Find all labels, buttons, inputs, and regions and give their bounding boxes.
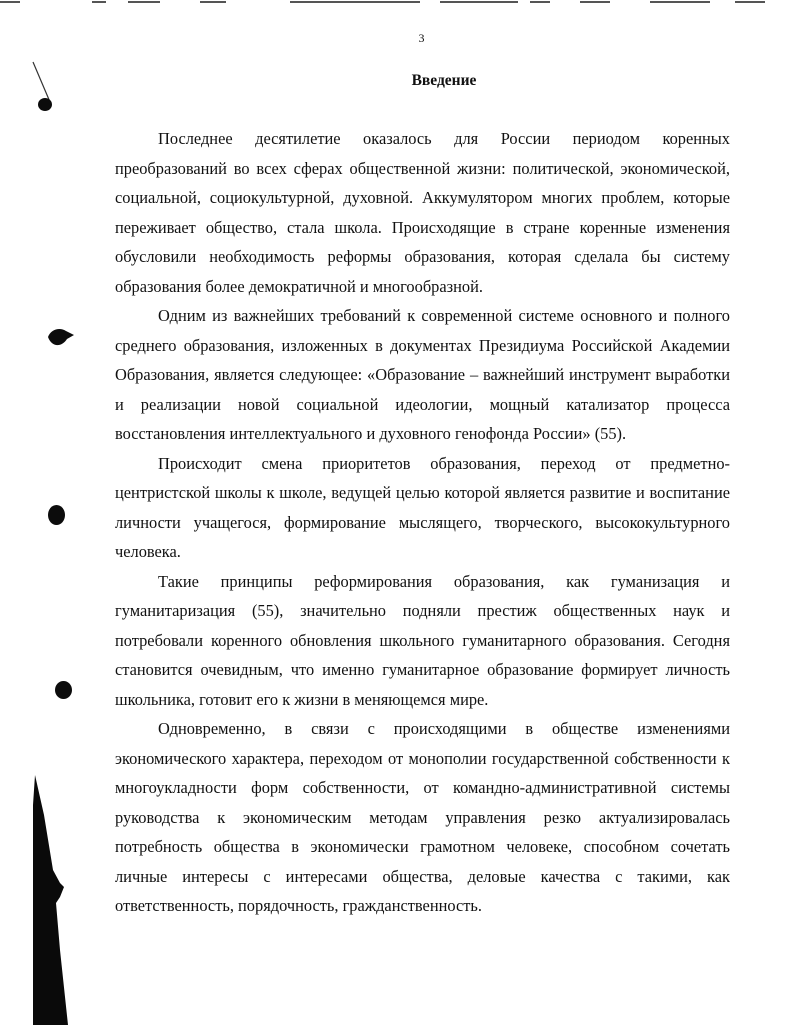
punch-hole-mark <box>38 98 52 111</box>
scan-edge-line <box>200 1 226 3</box>
page-number: 3 <box>418 31 425 45</box>
paragraph: Такие принципы реформирования образования, как гуманизация и гуманитаризация (55), значительно подняли престиж общественных наук и потребовали коренного обновления школьного гуманитарного образования. Сегодня становится очевидным, что именно гуманитарное образование формирует личность школьника, готовит его к жизни в меняющемся мире. <box>115 571 730 709</box>
scan-edge-line <box>92 1 106 3</box>
scan-edge-line <box>290 1 420 3</box>
paragraph: Происходит смена приоритетов образования, переход от предметно-центристской школы к школе, ведущей целью которой является развитие и воспитание личности учащегося, формирование мыслящего, творческого, высококультурного человека. <box>115 453 730 561</box>
paragraph: Одним из важнейших требований к современной системе основного и полного среднего образования, изложенных в документах Президиума Российской Академии Образования, является следующее: «Образование – важнейший инструмент выработки и реализации новой социальной идеологии, мощный катализатор процесса восстановления интеллектуального и духовного генофонда России» (55). <box>115 306 730 443</box>
scan-edge-line <box>440 1 518 3</box>
punch-hole-mark <box>48 505 65 525</box>
scan-edge-line <box>0 1 20 3</box>
punch-hole-mark <box>55 681 72 699</box>
binder-shadow-mark <box>30 775 80 1025</box>
punch-hole-mark <box>46 327 76 349</box>
body-text <box>115 124 730 921</box>
scan-scratch <box>30 60 60 120</box>
page-title: Введение <box>411 72 477 89</box>
scan-edge-line <box>128 1 160 3</box>
paragraph: Последнее десятилетие оказалось для России периодом коренных преобразований во всех сферах общественной жизни: политической, экономической, социальной, социокультурной, духовной. Аккумулятором многих проблем, которые переживает общество, стала школа. Происходящие в стране коренные изменения обусловили необходимость реформы образования, которая сделала бы систему образования более демократичной и многообразной. <box>115 129 730 296</box>
paragraph: Одновременно, в связи с происходящими в обществе изменениями экономического характера, переходом от монополии государственной собственности к многоукладности форм собственности, от командно-административной системы руководства к экономическим методам управления резко актуализировалась потребность общества в экономически грамотном человеке, способном сочетать личные интересы с интересами общества, деловые качества с такими, как ответственность, порядочность, гражданственность. <box>115 719 730 915</box>
scan-edge-line <box>580 1 610 3</box>
scan-edge-line <box>735 1 765 3</box>
scan-edge-line <box>530 1 550 3</box>
scan-edge-line <box>650 1 710 3</box>
